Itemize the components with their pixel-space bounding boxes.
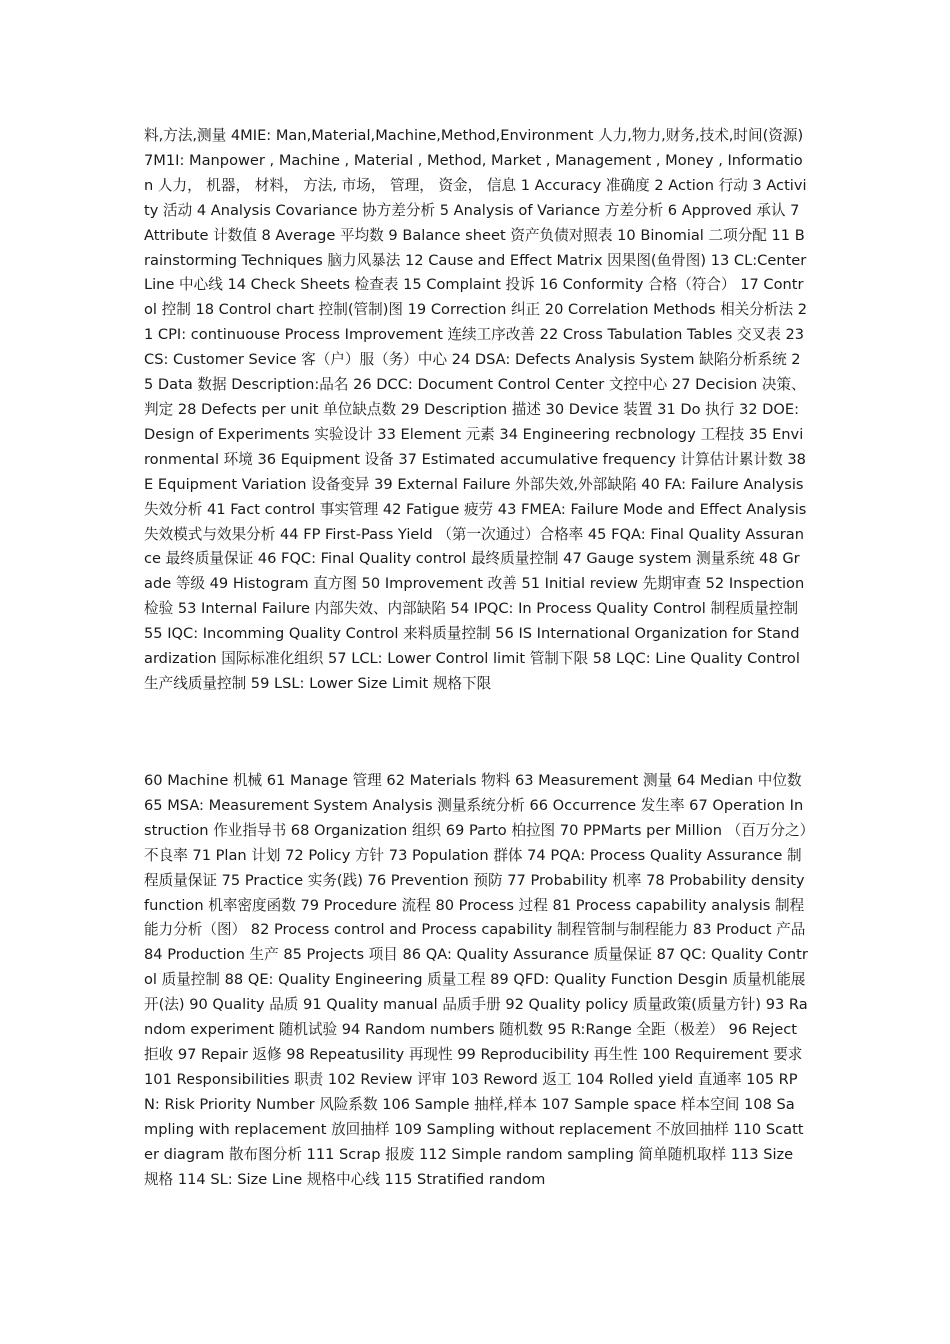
glossary-paragraph-1: 料,方法,测量 4MIE: Man,Material,Machine,Method,Environment 人力,物力,财务,技术,时间(资源) 7M1I: Manpower , Machine , Material , Method, Market , Management , Money , Information 人力， 机器， 材料， 方法, 市场， 管理， 资金， 信息 1 Accuracy 准确度 2 Action 行动 3 Activity 活动 4 Analysis Covariance 协方差分析 5 Analysis of Variance 方差分析 6 Approved 承认 7 Attribute 计数值 8 Average 平均数 9 Balance sheet 资产负债对照表 10 Binomial 二项分配 11 Brainstorming Techniques 脑力风暴法 12 Cause and Effect Matrix 因果图(鱼骨图) 13 CL:Center Line 中心线 14 Check Sheets 检查表 15 Complaint 投诉 16 Conformity 合格（符合） 17 Control 控制 18 Control chart 控制(管制)图 19 Correction 纠正 20 Correlation Methods 相关分析法 21 CPI: continuouse Process Improvement 连续工序改善 22 Cross Tabulation Tables 交叉表 23 CS: Customer Sevice 客（户）服（务）中心 24 DSA: Defects Analysis System 缺陷分析系统 25 Data 数据 Description:品名 26 DCC: Document Control Center 文控中心 27 Decision 决策、判定 28 Defects per unit 单位缺点数 29 Description 描述 30 Device 装置 31 Do 执行 32 DOE: Design of Experiments 实验设计 33 Element 元素 34 Engineering recbnology 工程技 35 Environmental 环境 36 Equipment 设备 37 Estimated accumulative frequency 计算估计累计数 38 E Equipment Variation 设备变异 39 External Failure 外部失效,外部缺陷 40 FA: Failure Analysis 失效分析 41 Fact control 事实管理 42 Fatigue 疲劳 43 FMEA: Failure Mode and Effect Analysis 失效模式与效果分析 44 FP First-Pass Yield （第一次通过）合格率 45 FQA: Final Quality Assurance 最终质量保证 46 FQC: Final Quality control 最终质量控制 47 Gauge system 测量系统 48 Grade 等级 49 Histogram 直方图 50 Improvement 改善 51 Initial review 先期审查 52 Inspection 检验 53 Internal Failure 内部失效、内部缺陷 54 IPQC: In Process Quality Control 制程质量控制 55 IQC: Incomming Quality Control 来料质量控制 56 IS International Organization for Standardization 国际标准化组织 57 LCL: Lower Control limit 管制下限 58 LQC: Line Quality Control 生产线质量控制 59 LSL: Lower Size Limit 规格下限	[144, 127, 807, 692]
glossary-paragraph-2: 60 Machine 机械 61 Manage 管理 62 Materials 物料 63 Measurement 测量 64 Median 中位数 65 MSA: Measurement System Analysis 测量系统分析 66 Occurrence 发生率 67 Operation Instruction 作业指导书 68 Organization 组织 69 Parto 柏拉图 70 PPMarts per Million （百万分之）不良率 71 Plan 计划 72 Policy 方针 73 Population 群体 74 PQA: Process Quality Assurance 制程质量保证 75 Practice 实务(践) 76 Prevention 预防 77 Probability 机率 78 Probability density function 机率密度函数 79 Procedure 流程 80 Process 过程 81 Process capability analysis 制程能力分析（图） 82 Process control and Process capability 制程管制与制程能力 83 Product 产品 84 Production 生产 85 Projects 项目 86 QA: Quality Assurance 质量保证 87 QC: Quality Control 质量控制 88 QE: Quality Engineering 质量工程 89 QFD: Quality Function Desgin 质量机能展开(法) 90 Quality 品质 91 Quality manual 品质手册 92 Quality policy 质量政策(质量方针) 93 Random experiment 随机试验 94 Random numbers 随机数 95 R:Range 全距（极差） 96 Reject 拒收 97 Repair 返修 98 Repeatusility 再现性 99 Reproducibility 再生性 100 Requirement 要求 101 Responsibilities 职责 102 Review 评审 103 Reword 返工 104 Rolled yield 直通率 105 RPN: Risk Priority Number 风险系数 106 Sample 抽样,样本 107 Sample space 样本空间 108 Sampling with replacement 放回抽样 109 Sampling without replacement 不放回抽样 110 Scatter diagram 散布图分析 111 Scrap 报废 112 Simple random sampling 简单随机取样 113 Size 规格 114 SL: Size Line 规格中心线 115 Stratified random	[144, 772, 808, 1188]
